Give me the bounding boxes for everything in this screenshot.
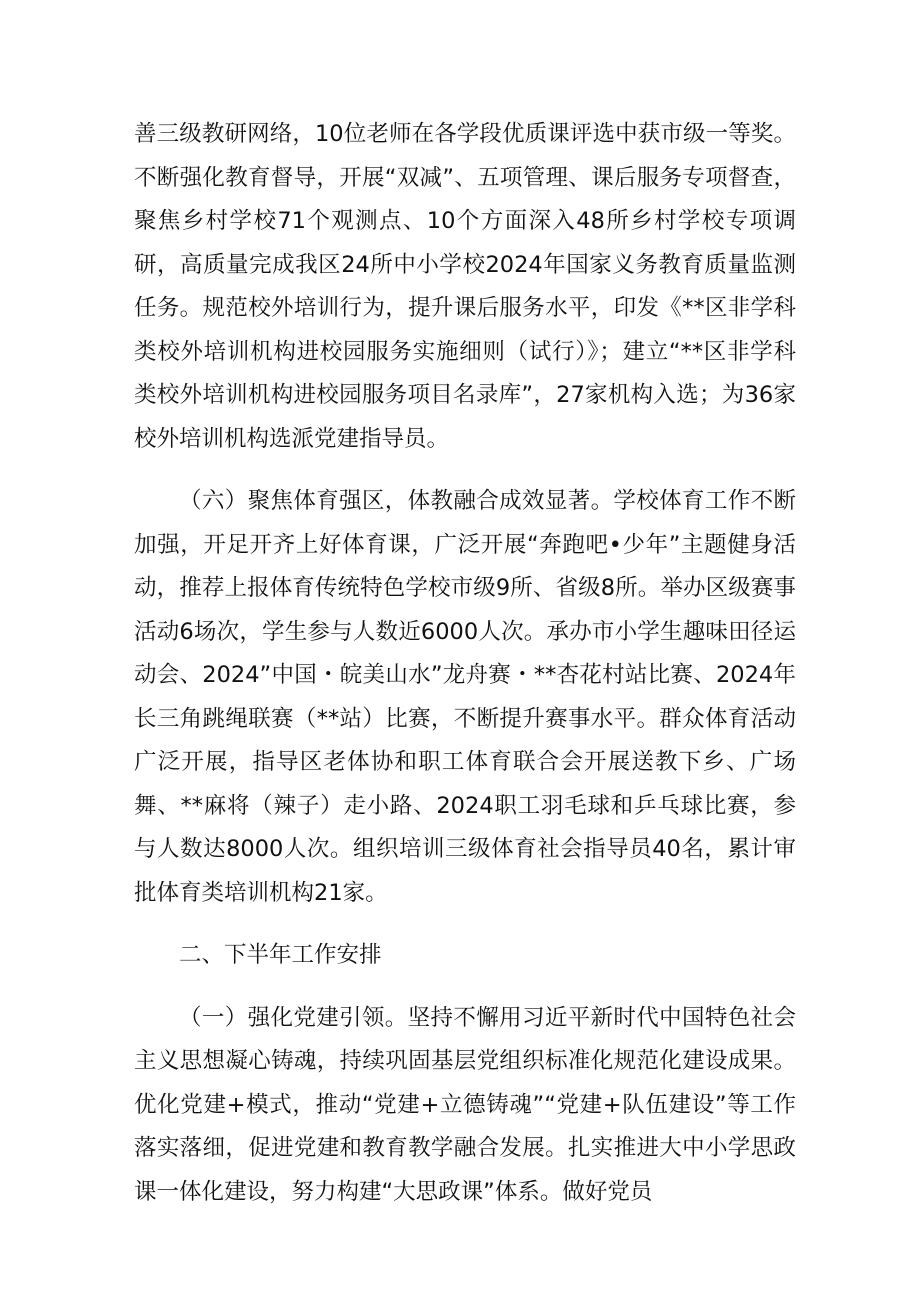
paragraph-party-building: （一）强化党建引领。坚持不懈用习近平新时代中国特色社会主义思想凝心铸魂，持续巩固基层党组织标准化规范化建设成果。优化党建+模式，推动“党建+立德铸魂”“党建+队伍建设”等工作落实落细，促进党建和教育教学融合发展。扎实推进大中小学思政课一体化建设，努力构建“大思政课”体系。做好党员 [134, 1004, 796, 1205]
paragraph-education-supervision: 善三级教研网络，10位老师在各学段优质课评选中获市级一等奖。不断强化教育督导，开展“双减”、五项管理、课后服务专项督查，聚焦乡村学校71个观测点、10个方面深入48所乡村学校专项调研，高质量完成我区24所中小学校2024年国家义务教育质量监测任务。规范校外培训行为，提升课后服务水平，印发《**区非学科类校外培训机构进校园服务实施细则（试行）》；建立“**区非学科类校外培训机构进校园服务项目名录库”，27家机构入选；为36家校外培训机构选派党建指导员。 [134, 121, 796, 452]
section-heading-second-half-plan: 二、下半年工作安排 [179, 942, 382, 968]
document-body [134, 113, 796, 1214]
paragraph-sports-section: （六）聚焦体育强区，体教融合成效显著。学校体育工作不断加强，开足开齐上好体育课，广泛开展“奔跑吧•少年”主题健身活动，推荐上报体育传统特色学校市级9所、省级8所。举办区级赛事活动6场次，学生参与人数近6000人次。承办市小学生趣味田径运动会、2024”中国・皖美山水”龙舟赛・**杏花村站比赛、2024年长三角跳绳联赛（**站）比赛，不断提升赛事水平。群众体育活动广泛开展，指导区老体协和职工体育联合会开展送教下乡、广场舞、**麻将（辣子）走小路、2024职工羽毛球和乒乓球比赛，参与人数达8000人次。组织培训三级体育社会指导员40名，累计审批体育类培训机构21家。 [134, 488, 796, 906]
